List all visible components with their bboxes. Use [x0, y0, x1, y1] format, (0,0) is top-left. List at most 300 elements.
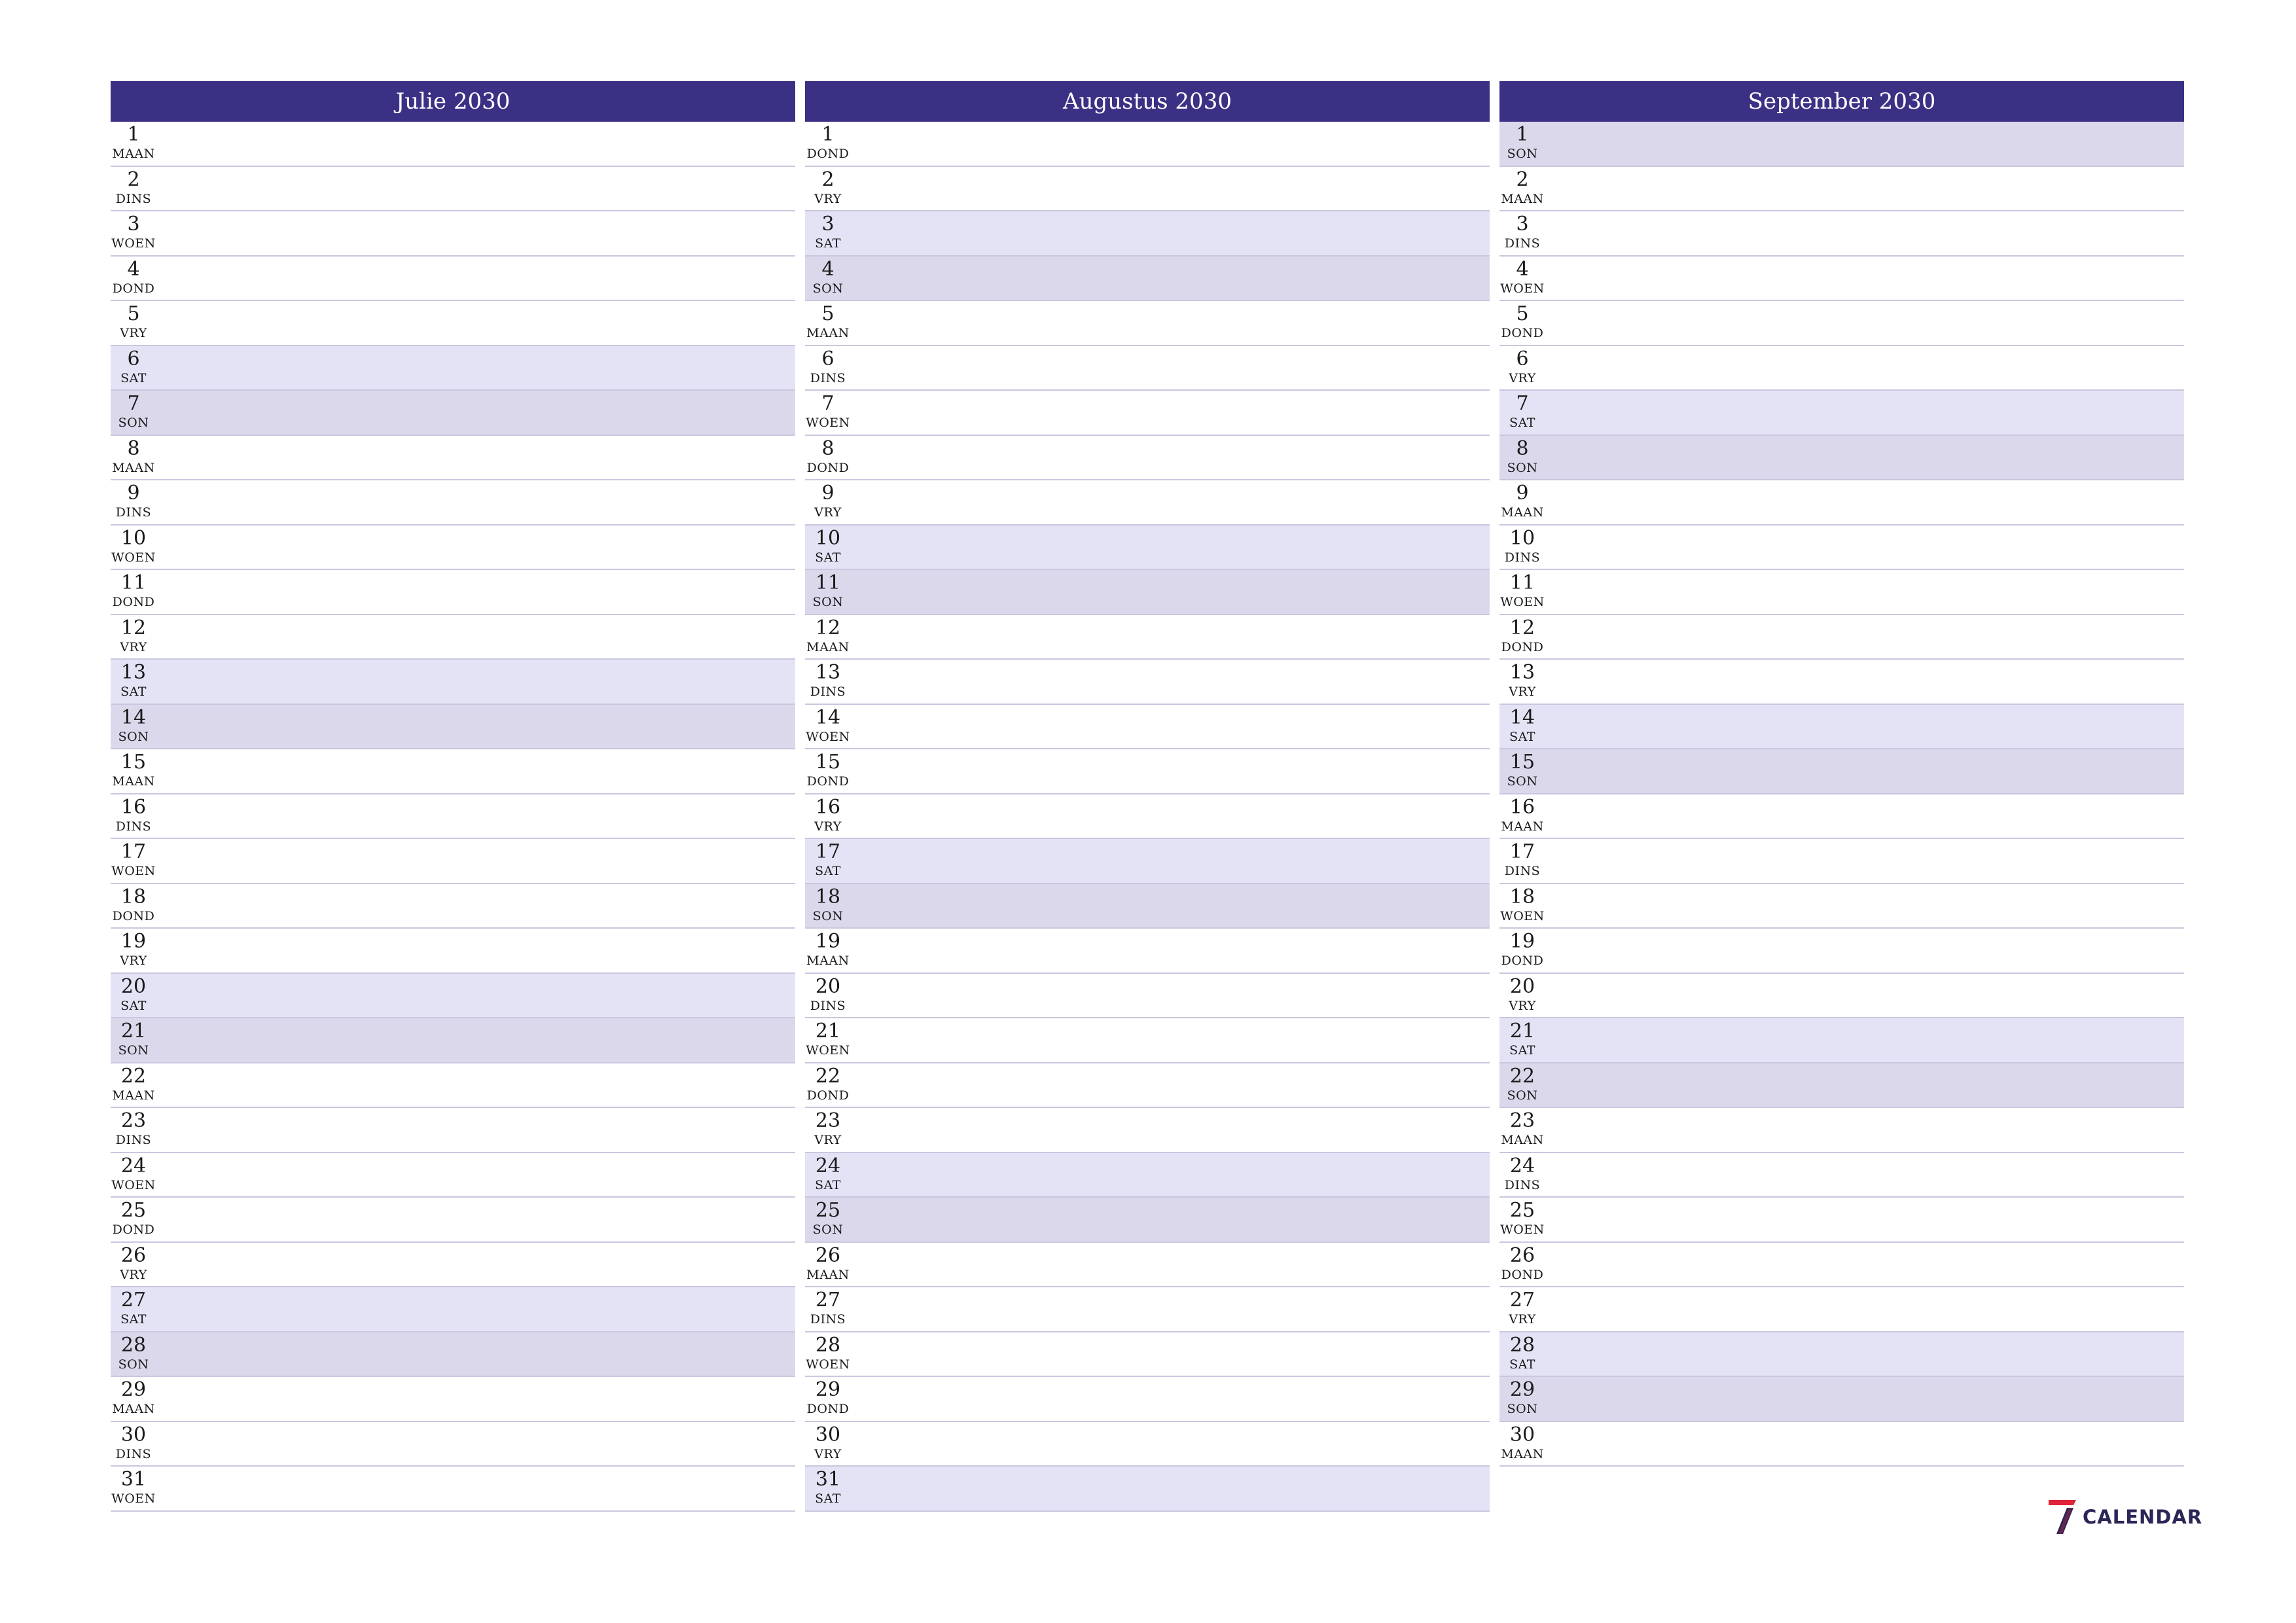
weekday-name: SON: [1507, 147, 1538, 161]
day-row: [1499, 794, 2184, 840]
weekday-name: SON: [812, 908, 844, 923]
day-row: [805, 660, 1490, 705]
weekday-name: VRY: [120, 954, 147, 968]
weekday-name: DOND: [806, 460, 850, 475]
day-number: 18: [815, 885, 841, 908]
day-label: [111, 930, 156, 968]
day-number: 3: [821, 213, 834, 236]
day-row: [805, 929, 1490, 974]
day-label: [1499, 885, 1545, 923]
day-label: [111, 706, 156, 744]
day-label: [1499, 1244, 1545, 1282]
day-label: [1499, 840, 1545, 878]
day-row: [1499, 436, 2184, 481]
day-number: 19: [815, 930, 841, 953]
weekday-name: MAAN: [112, 460, 155, 475]
day-number: 10: [120, 526, 147, 550]
day-row: [111, 1422, 795, 1467]
weekday-name: VRY: [1509, 998, 1536, 1013]
weekday-name: SON: [1507, 774, 1538, 789]
weekday-name: DINS: [115, 505, 152, 520]
weekday-name: DINS: [810, 1312, 846, 1327]
day-number: 29: [120, 1378, 147, 1401]
weekday-name: DINS: [1504, 864, 1541, 878]
day-row: [805, 257, 1490, 302]
day-number: 11: [1509, 571, 1535, 594]
day-number: 21: [1509, 1020, 1535, 1043]
day-row: [805, 1018, 1490, 1063]
weekday-name: SAT: [1509, 729, 1535, 744]
day-number: 21: [815, 1020, 841, 1043]
day-row: [111, 167, 795, 212]
weekday-name: MAAN: [1501, 1446, 1544, 1461]
weekday-name: DINS: [1504, 1177, 1541, 1192]
day-label: [1499, 1334, 1545, 1372]
day-label: [805, 751, 851, 789]
day-number: 16: [120, 795, 147, 819]
day-label: [111, 1289, 156, 1327]
day-row: [1499, 1422, 2184, 1467]
day-number: 4: [1516, 257, 1529, 281]
day-label: [1499, 1199, 1545, 1237]
day-row: [1499, 1153, 2184, 1198]
weekday-name: MAAN: [1501, 191, 1544, 206]
month-header: Julie 2030: [111, 81, 795, 122]
day-number: 3: [1516, 213, 1529, 236]
month-column-september: [1499, 81, 2184, 1512]
day-label: [111, 168, 156, 206]
weekday-name: SAT: [120, 1312, 147, 1327]
day-row: [805, 705, 1490, 750]
day-label: [1499, 348, 1545, 385]
day-number: 30: [815, 1423, 841, 1446]
day-row: [111, 1198, 795, 1243]
weekday-name: SAT: [815, 550, 841, 565]
weekday-name: VRY: [120, 326, 147, 340]
day-label: [111, 571, 156, 609]
day-row: [805, 1422, 1490, 1467]
day-number: 1: [821, 123, 834, 146]
day-number: 20: [815, 974, 841, 998]
day-row: [111, 480, 795, 526]
weekday-name: SON: [812, 281, 844, 296]
weekday-name: MAAN: [112, 774, 155, 789]
weekday-name: VRY: [814, 1133, 842, 1147]
day-row: [111, 974, 795, 1019]
weekday-name: VRY: [814, 1446, 842, 1461]
day-label: [111, 437, 156, 475]
weekday-name: DOND: [112, 595, 155, 609]
day-label: [805, 1109, 851, 1147]
day-row: [1499, 839, 2184, 884]
day-number: 2: [1516, 168, 1529, 191]
weekday-name: MAAN: [1501, 505, 1544, 520]
weekday-name: DINS: [810, 998, 846, 1013]
day-row: [805, 794, 1490, 840]
day-number: 8: [821, 437, 834, 460]
weekday-name: WOEN: [1500, 908, 1545, 923]
day-number: 31: [815, 1468, 841, 1491]
day-label: [111, 1020, 156, 1058]
day-number: 7: [127, 392, 140, 415]
day-label: [1499, 751, 1545, 789]
day-label: [111, 975, 156, 1013]
day-row: [1499, 884, 2184, 929]
weekday-name: MAAN: [112, 1088, 155, 1103]
day-row: [805, 480, 1490, 526]
weekday-name: MAAN: [112, 1402, 155, 1416]
day-number: 5: [821, 302, 834, 325]
weekday-name: MAAN: [806, 326, 850, 340]
day-label: [111, 1199, 156, 1237]
day-number: 16: [815, 795, 841, 819]
day-row: [805, 1198, 1490, 1243]
day-number: 5: [1516, 302, 1529, 325]
day-number: 6: [127, 347, 140, 370]
day-label: [805, 1020, 851, 1058]
day-row: [1499, 1063, 2184, 1109]
weekday-name: VRY: [1509, 370, 1536, 385]
day-label: [805, 123, 851, 161]
day-row: [111, 660, 795, 705]
day-row: [111, 1287, 795, 1332]
day-row: [111, 391, 795, 436]
day-number: 13: [815, 661, 841, 684]
weekday-name: DOND: [1501, 954, 1544, 968]
day-row: [805, 749, 1490, 794]
day-row: [805, 346, 1490, 391]
day-number: 18: [120, 885, 147, 908]
day-number: 22: [815, 1064, 841, 1088]
weekday-name: WOEN: [111, 550, 156, 565]
day-label: [111, 1378, 156, 1416]
day-label: [805, 796, 851, 834]
day-label: [1499, 571, 1545, 609]
day-label: [1499, 1020, 1545, 1058]
weekday-name: DOND: [1501, 639, 1544, 654]
weekday-name: WOEN: [806, 416, 850, 430]
day-label: [805, 1468, 851, 1506]
day-label: [111, 123, 156, 161]
weekday-name: SAT: [815, 1491, 841, 1506]
day-row: [1499, 1243, 2184, 1288]
weekday-name: MAAN: [1501, 819, 1544, 834]
day-row: [1499, 615, 2184, 660]
day-number: 9: [127, 482, 140, 505]
weekday-name: WOEN: [111, 1177, 156, 1192]
day-number: 12: [120, 616, 147, 639]
day-number: 10: [815, 526, 841, 550]
day-number: 22: [1509, 1064, 1535, 1088]
day-number: 13: [120, 661, 147, 684]
day-number: 25: [1509, 1199, 1535, 1222]
day-number: 1: [1516, 123, 1529, 146]
weekday-name: DOND: [112, 281, 155, 296]
day-label: [111, 661, 156, 699]
weekday-name: DOND: [806, 774, 850, 789]
day-row: [1499, 122, 2184, 167]
day-label: [1499, 1154, 1545, 1192]
weekday-name: SON: [1507, 1088, 1538, 1103]
day-row: [805, 839, 1490, 884]
day-row: [1499, 391, 2184, 436]
day-label: [111, 302, 156, 340]
day-number: 6: [821, 347, 834, 370]
day-number: 30: [120, 1423, 147, 1446]
weekday-name: SON: [118, 729, 149, 744]
weekday-name: DINS: [810, 370, 846, 385]
day-row: [805, 884, 1490, 929]
day-label: [111, 1423, 156, 1461]
weekday-name: WOEN: [111, 236, 156, 251]
day-number: 26: [120, 1243, 147, 1267]
day-row: [111, 436, 795, 481]
day-label: [805, 1334, 851, 1372]
month-column-july: [111, 81, 795, 1512]
day-row: [111, 122, 795, 167]
day-row: [111, 1243, 795, 1288]
weekday-name: VRY: [814, 505, 842, 520]
day-label: [805, 1423, 851, 1461]
day-row: [1499, 526, 2184, 571]
day-number: 24: [1509, 1154, 1535, 1177]
day-label: [805, 392, 851, 430]
weekday-name: SON: [1507, 1402, 1538, 1416]
day-number: 3: [127, 213, 140, 236]
day-row: [111, 705, 795, 750]
day-row: [805, 1377, 1490, 1422]
day-row: [1499, 660, 2184, 705]
weekday-name: WOEN: [111, 1491, 156, 1506]
day-row: [111, 526, 795, 571]
day-number: 12: [1509, 616, 1535, 639]
day-row: [805, 436, 1490, 481]
day-number: 25: [120, 1199, 147, 1222]
weekday-name: DOND: [806, 147, 850, 161]
day-row: [805, 1287, 1490, 1332]
day-number: 7: [821, 392, 834, 415]
day-number: 27: [120, 1289, 147, 1311]
day-row: [1499, 301, 2184, 346]
day-number: 29: [1509, 1378, 1535, 1401]
day-number: 2: [821, 168, 834, 191]
day-row: [1499, 1108, 2184, 1153]
weekday-name: SAT: [815, 236, 841, 251]
day-label: [805, 930, 851, 968]
weekday-name: DINS: [810, 685, 846, 699]
day-label: [111, 1468, 156, 1506]
day-number: 24: [120, 1154, 147, 1177]
day-row: [805, 1153, 1490, 1198]
day-number: 17: [815, 840, 841, 863]
day-label: [1499, 168, 1545, 206]
day-label: [805, 348, 851, 385]
day-label: [111, 527, 156, 565]
day-label: [805, 482, 851, 520]
day-row: [805, 1467, 1490, 1512]
day-row: [805, 615, 1490, 660]
day-row: [1499, 480, 2184, 526]
day-label: [111, 213, 156, 251]
day-row: [111, 794, 795, 840]
day-list: [111, 122, 795, 1512]
day-number: 15: [1509, 751, 1535, 774]
weekday-name: VRY: [1509, 1312, 1536, 1327]
day-label: [805, 1154, 851, 1192]
weekday-name: SAT: [815, 1177, 841, 1192]
day-label: [111, 1244, 156, 1282]
day-row: [111, 839, 795, 884]
weekday-name: WOEN: [806, 1357, 850, 1372]
day-row: [805, 974, 1490, 1019]
day-row: [805, 211, 1490, 257]
day-number: 7: [1516, 392, 1529, 415]
day-label: [1499, 616, 1545, 654]
day-row: [1499, 167, 2184, 212]
day-label: [1499, 661, 1545, 699]
day-label: [805, 437, 851, 475]
weekday-name: MAAN: [806, 1267, 850, 1282]
day-list: [1499, 122, 2184, 1467]
day-row: [805, 122, 1490, 167]
day-row: [805, 167, 1490, 212]
weekday-name: DINS: [115, 191, 152, 206]
day-row: [111, 301, 795, 346]
day-row: [1499, 929, 2184, 974]
day-number: 23: [120, 1109, 147, 1132]
logo-text: CALENDAR: [2083, 1506, 2203, 1528]
day-number: 9: [821, 482, 834, 505]
day-number: 10: [1509, 526, 1535, 550]
weekday-name: SAT: [1509, 416, 1535, 430]
day-number: 27: [815, 1289, 841, 1311]
day-row: [111, 1108, 795, 1153]
calendar-grid: [111, 81, 2185, 1512]
day-label: [1499, 392, 1545, 430]
day-row: [805, 1332, 1490, 1378]
day-row: [1499, 570, 2184, 615]
day-row: [1499, 1018, 2184, 1063]
day-row: [111, 615, 795, 660]
weekday-name: DINS: [1504, 550, 1541, 565]
day-label: [805, 706, 851, 744]
month-header: September 2030: [1499, 81, 2184, 122]
day-row: [1499, 1377, 2184, 1422]
day-label: [111, 1065, 156, 1103]
weekday-name: SON: [118, 1357, 149, 1372]
day-label: [805, 1244, 851, 1282]
day-number: 19: [1509, 930, 1535, 953]
day-label: [805, 527, 851, 565]
weekday-name: SON: [1507, 460, 1538, 475]
day-label: [1499, 1289, 1545, 1327]
seven-stripes-icon: [2047, 1499, 2077, 1535]
weekday-name: WOEN: [806, 1043, 850, 1058]
day-row: [111, 257, 795, 302]
day-number: 19: [120, 930, 147, 953]
day-label: [1499, 437, 1545, 475]
day-label: [1499, 258, 1545, 296]
day-number: 26: [815, 1243, 841, 1267]
day-label: [805, 213, 851, 251]
day-row: [111, 749, 795, 794]
day-number: 20: [1509, 974, 1535, 998]
day-row: [1499, 705, 2184, 750]
weekday-name: SON: [812, 1222, 844, 1237]
day-number: 8: [127, 437, 140, 460]
weekday-name: SAT: [120, 370, 147, 385]
day-row: [111, 346, 795, 391]
day-label: [1499, 213, 1545, 251]
weekday-name: DINS: [1504, 236, 1541, 251]
day-label: [111, 348, 156, 385]
day-row: [1499, 1332, 2184, 1378]
day-row: [1499, 749, 2184, 794]
day-row: [111, 929, 795, 974]
day-label: [111, 616, 156, 654]
day-number: 21: [120, 1020, 147, 1043]
day-label: [805, 975, 851, 1013]
day-label: [1499, 1065, 1545, 1103]
weekday-name: SON: [118, 416, 149, 430]
day-number: 4: [127, 257, 140, 281]
weekday-name: WOEN: [806, 729, 850, 744]
weekday-name: SON: [118, 1043, 149, 1058]
day-label: [111, 482, 156, 520]
day-number: 15: [815, 751, 841, 774]
day-label: [111, 1334, 156, 1372]
day-label: [805, 571, 851, 609]
day-label: [1499, 1109, 1545, 1147]
day-number: 14: [815, 705, 841, 729]
day-row: [111, 570, 795, 615]
day-label: [111, 258, 156, 296]
day-row: [111, 1332, 795, 1378]
day-number: 17: [1509, 840, 1535, 863]
day-row: [1499, 211, 2184, 257]
day-label: [805, 302, 851, 340]
day-number: 1: [127, 123, 140, 146]
day-label: [1499, 706, 1545, 744]
weekday-name: VRY: [814, 819, 842, 834]
day-list: [805, 122, 1490, 1512]
day-row: [1499, 346, 2184, 391]
day-number: 2: [127, 168, 140, 191]
day-number: 18: [1509, 885, 1535, 908]
weekday-name: VRY: [120, 1267, 147, 1282]
weekday-name: WOEN: [1500, 1222, 1545, 1237]
day-number: 23: [1509, 1109, 1535, 1132]
day-number: 4: [821, 257, 834, 281]
weekday-name: DOND: [112, 908, 155, 923]
day-label: [1499, 796, 1545, 834]
weekday-name: DOND: [1501, 1267, 1544, 1282]
weekday-name: VRY: [814, 191, 842, 206]
day-label: [1499, 975, 1545, 1013]
day-label: [805, 1289, 851, 1327]
weekday-name: SAT: [1509, 1043, 1535, 1058]
weekday-name: SAT: [1509, 1357, 1535, 1372]
weekday-name: DINS: [115, 1446, 152, 1461]
day-label: [805, 1199, 851, 1237]
day-row: [805, 1243, 1490, 1288]
day-number: 15: [120, 751, 147, 774]
weekday-name: MAAN: [806, 954, 850, 968]
day-number: 9: [1516, 482, 1529, 505]
day-label: [111, 1154, 156, 1192]
weekday-name: MAAN: [1501, 1133, 1544, 1147]
weekday-name: SAT: [815, 864, 841, 878]
